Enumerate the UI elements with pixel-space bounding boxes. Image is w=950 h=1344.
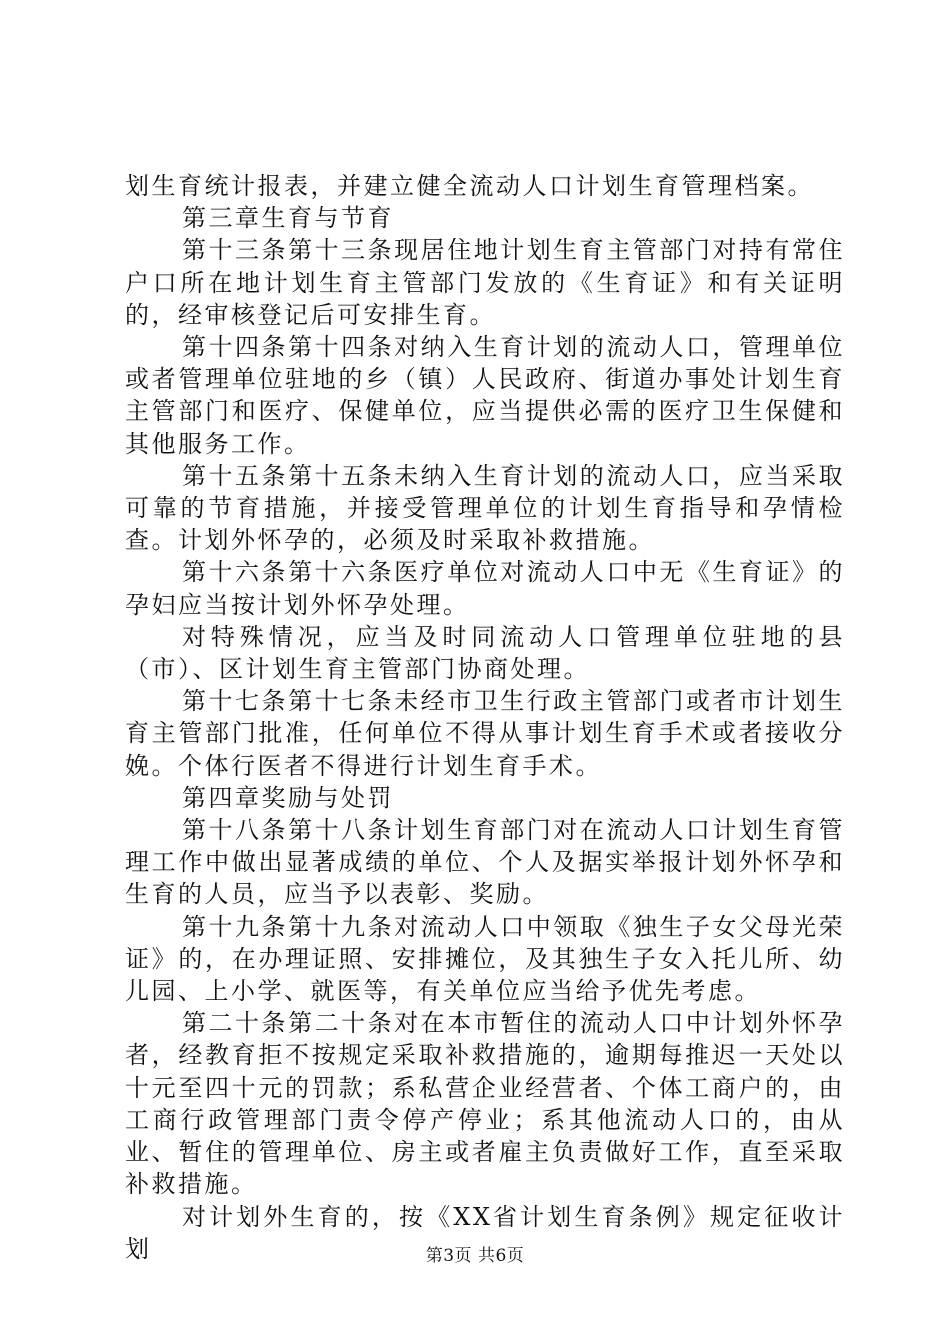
- paragraph: 对特殊情况，应当及时同流动人口管理单位驻地的县（市）、区计划生育主管部门协商处理。: [125, 622, 845, 684]
- paragraph: 第十七条第十七条未经市卫生行政主管部门或者市计划生育主管部门批准，任何单位不得从事计划生育手术或者接收分娩。个体行医者不得进行计划生育手术。: [125, 687, 845, 780]
- document-body: [125, 170, 845, 1265]
- paragraph: 第十四条第十四条对纳入生育计划的流动人口，管理单位或者管理单位驻地的乡（镇）人民政府、街道办事处计划生育主管部门和医疗、保健单位，应当提供必需的医疗卫生保健和其他服务工作。: [125, 333, 845, 458]
- page-footer: 第3页 共6页: [425, 1246, 525, 1266]
- paragraph: 划生育统计报表，并建立健全流动人口计划生育管理档案。: [125, 172, 814, 200]
- paragraph: 第十三条第十三条现居住地计划生育主管部门对持有常住户口所在地计划生育主管部门发放的《生育证》和有关证明的，经审核登记后可安排生育。: [125, 236, 845, 329]
- paragraph: 第十五条第十五条未纳入生育计划的流动人口，应当采取可靠的节育措施，并接受管理单位的计划生育指导和孕情检查。计划外怀孕的，必须及时采取补救措施。: [125, 461, 845, 555]
- paragraph: 第十九条第十九条对流动人口中领取《独生子女父母光荣证》的，在办理证照、安排摊位，及其独生子女入托儿所、幼儿园、上小学、就医等，有关单位应当给予优先考虑。: [125, 912, 845, 1006]
- paragraph: 第三章生育与节育: [182, 204, 394, 233]
- paragraph: 对计划外生育的，按《XX省计划生育条例》规定征收计划: [125, 1202, 845, 1263]
- paragraph: 第四章奖励与处罚: [182, 783, 394, 812]
- paragraph: 第十八条第十八条计划生育部门对在流动人口计划生育管理工作中做出显著成绩的单位、个人及据实举报计划外怀孕和生育的人员，应当予以表彰、奖励。: [125, 816, 845, 909]
- paragraph: 第十六条第十六条医疗单位对流动人口中无《生育证》的孕妇应当按计划外怀孕处理。: [125, 558, 845, 619]
- paragraph: 第二十条第二十条对在本市暂住的流动人口中计划外怀孕者，经教育拒不按规定采取补救措施的，逾期每推迟一天处以十元至四十元的罚款；系私营企业经营者、个体工商户的，由工商行政管理部门责令停产停业；系其他流动人口的，由从业、暂住的管理单位、房主或者雇主负责做好工作，直至采取补救措施。: [125, 1009, 845, 1199]
